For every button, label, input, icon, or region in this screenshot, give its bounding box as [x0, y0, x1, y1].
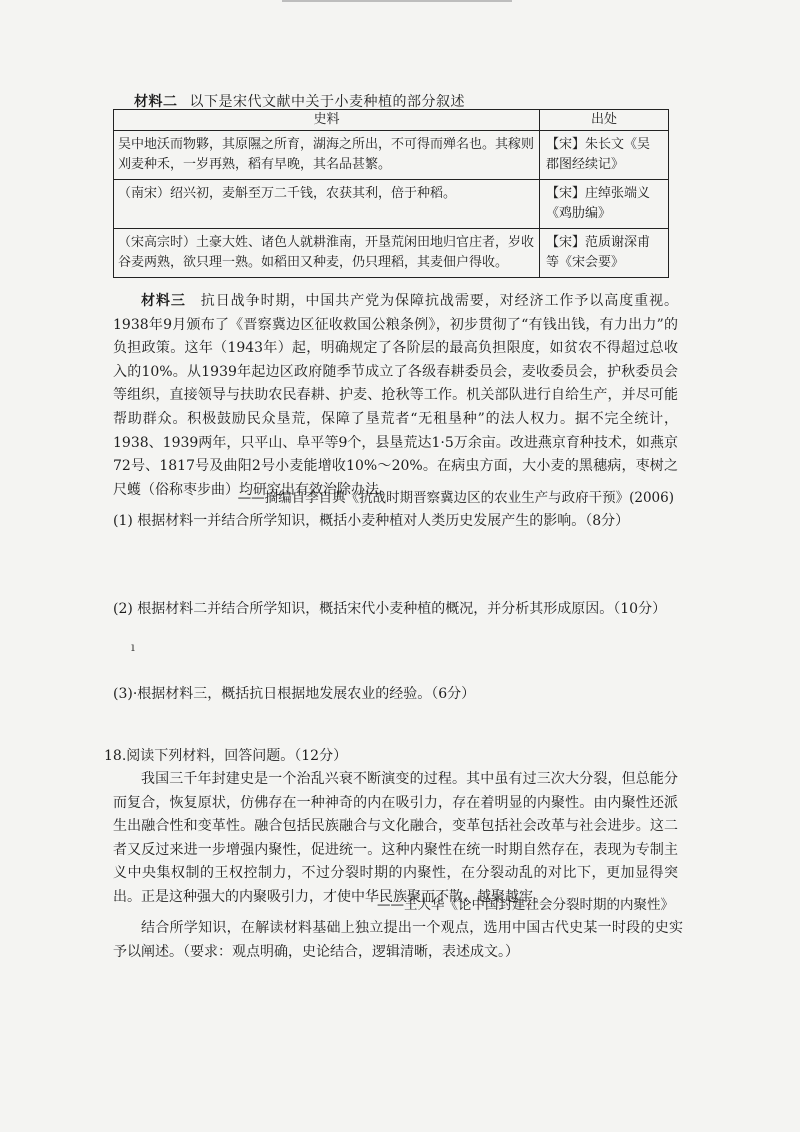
table-row — [114, 180, 669, 229]
question-18-passage: 我国三千年封建史是一个治乱兴衰不断演变的过程。其中虽有过三次大分裂，但总能分而复合，恢复原状，仿佛存在一种神奇的内在吸引力，存在着明显的内聚性。由内聚性还派生出融合性和变革性。融合包括民族融合与文化融合，变革包括社会改革与社会进步。这二者又反过来进一步增强内聚性，促进统一。这种内聚性在统一时期自然存在，表现为专制主义中央集权制的王权控制力，不过分裂时期的内聚性，在分裂动乱的对比下，更加显得突出。正是这种强大的内聚吸引力，才使中华民族聚而不散、越聚越牢。 — [113, 771, 678, 905]
material3-citation: ——摘编自李自典《抗战时期晋察冀边区的农业生产与政府干预》(2006) — [237, 490, 674, 506]
question-2: (2) 根据材料二并结合所学知识，概括宋代小麦种植的概况，并分析其形成原因。（10分） — [113, 601, 667, 617]
table-header-row — [114, 110, 669, 131]
material3-body: 抗日战争时期，中国共产党为保障抗战需要，对经济工作予以高度重视。1938年9月颁布了《晋察冀边区征收救国公粮条例》，初步贯彻了“有钱出钱，有力出力”的负担政策。这年（1943年）起，明确规定了各阶层的最高负担限度，如贫农不得超过总收入的10%。从1939年起边区政府随季节成立了各级春耕委员会，麦收委员会，护秋委员会等组织，直接领导与扶助农民春耕、护麦、抢秋等工作。机关部队进行自给生产，并尽可能帮助群众。积极鼓励民众垦荒，保障了垦荒者“无租垦种”的法人权力。据不完全统计，1938、1939两年，只平山、阜平等9个，县垦荒达1·5万余亩。改进燕京育种技术，如燕京72号、1817号及曲阳2号小麦能增收10%～20%。在病虫方面，大小麦的黑穗病，枣树之尺蠖（俗称枣步曲）均研究出有效治除办法。 — [113, 293, 679, 498]
question-1: (1) 根据材料一并结合所学知识，概括小麦种植对人类历史发展产生的影响。（8分） — [113, 513, 630, 529]
question-3: (3)·根据材料三，概括抗日根据地发展农业的经验。（6分） — [113, 686, 476, 702]
header-origin: 出处 — [540, 110, 669, 131]
question-18-citation: ——王大华《论中国封建社会分裂时期的内聚性》 — [377, 897, 674, 913]
question-18-title: 18.阅读下列材料，回答问题。（12分） — [104, 748, 348, 764]
pen-mark: ı — [131, 640, 135, 654]
material2-heading — [134, 91, 465, 111]
row-text: （南宋）绍兴初，麦斛至万二千钱，农获其利，倍于种稻。 — [114, 180, 540, 229]
table-row — [114, 131, 669, 180]
header-text: 史料 — [114, 110, 540, 131]
material2-intro: 以下是宋代文献中关于小麦种植的部分叙述 — [189, 94, 465, 110]
material2-label: 材料二 — [134, 94, 178, 110]
material3-paragraph — [113, 290, 678, 502]
question-18-task: 结合所学知识，在解读材料基础上独立提出一个观点，选用中国古代史某一时段的史实予以阐述。（要求：观点明确，史论结合，逻辑清晰，表述成文。） — [113, 920, 683, 960]
row-origin: 【宋】朱长文《吴郡图经续记》 — [540, 131, 669, 180]
row-text: （宋高宗时）土豪大姓、诸色人就耕淮南，开垦荒闲田地归官庄者，岁收谷麦两熟，欲只理一熟。如稻田又种麦，仍只理稻，其麦佃户得收。 — [114, 229, 540, 278]
row-origin: 【宋】范质谢深甫等《宋会要》 — [540, 229, 669, 278]
table-row — [114, 229, 669, 278]
row-text: 吴中地沃而物夥，其原隰之所育，湖海之所出，不可得而殚名也。其稼则刈麦种禾，一岁再熟，稻有早晚，其名品甚繁。 — [114, 131, 540, 180]
material3-label: 材料三 — [141, 293, 186, 309]
row-origin: 【宋】庄绰张端义《鸡肋编》 — [540, 180, 669, 229]
scan-top-line — [282, 0, 512, 2]
source-table — [113, 109, 669, 278]
